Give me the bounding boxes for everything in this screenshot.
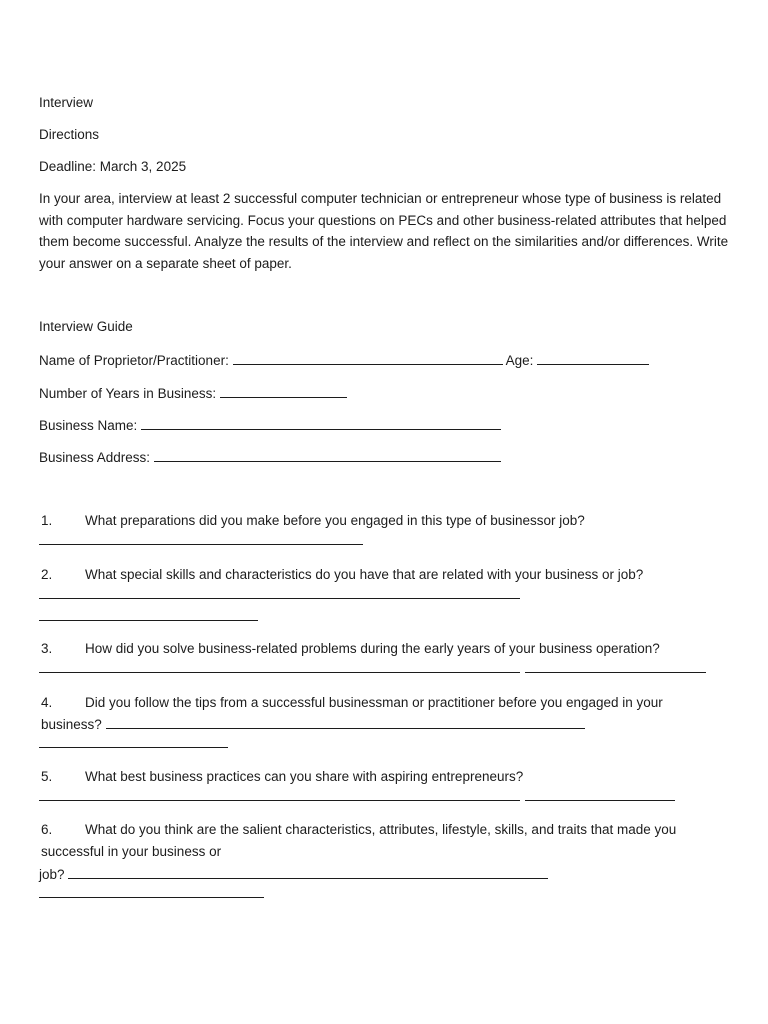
business-name-row	[39, 417, 501, 434]
question-number: 4.	[41, 695, 53, 710]
answer-line[interactable]	[106, 716, 585, 729]
business-address-field[interactable]	[154, 449, 501, 462]
age-label: Age:	[505, 353, 534, 368]
question-number: 3.	[41, 641, 53, 656]
question-6-continuation-2	[39, 866, 548, 883]
answer-line[interactable]	[39, 788, 675, 805]
business-address-label: Business Address:	[39, 450, 151, 465]
years-in-business-field[interactable]	[220, 385, 347, 398]
answer-line[interactable]	[39, 660, 706, 677]
proprietor-name-label: Name of Proprietor/Practitioner:	[39, 353, 229, 368]
answer-line[interactable]	[39, 735, 228, 752]
question-text: What do you think are the salient characteristics, attributes, lifestyle, skills, and traits that made you	[85, 822, 677, 837]
question-5	[41, 769, 523, 785]
business-name-label: Business Name:	[39, 418, 138, 433]
years-in-business-row	[39, 385, 347, 402]
question-6-continuation: successful in your business or	[41, 844, 222, 859]
question-text: What best business practices can you share with aspiring entrepreneurs?	[85, 769, 524, 784]
question-3	[41, 641, 660, 657]
document-title: Interview	[39, 95, 94, 110]
question-number: 1.	[41, 513, 53, 528]
question-number: 6.	[41, 822, 53, 837]
question-4	[41, 695, 663, 711]
answer-line[interactable]	[68, 866, 548, 879]
question-1	[41, 513, 585, 529]
proprietor-name-field[interactable]	[233, 352, 503, 365]
question-6	[41, 822, 676, 838]
years-in-business-label: Number of Years in Business:	[39, 386, 217, 401]
answer-line[interactable]	[39, 586, 520, 603]
question-text-continuation: job?	[39, 867, 65, 882]
answer-line[interactable]	[39, 532, 363, 549]
business-address-row	[39, 449, 501, 466]
answer-line[interactable]	[39, 608, 258, 625]
question-text: What preparations did you make before you engaged in this type of businessor job?	[85, 513, 585, 528]
question-text: How did you solve business-related problems during the early years of your business operation?	[85, 641, 660, 656]
directions-text: In your area, interview at least 2 successful computer technician or entrepreneur whose type of business is related with computer hardware servicing. Focus your questions on PECs and other business-related attributes that helped them become successful. Analyze the results of the interview and reflect on the similarities and/or differences. Write your answer on a separate sheet of paper.	[39, 191, 729, 271]
question-2	[41, 567, 643, 583]
question-number: 2.	[41, 567, 53, 582]
question-text-continuation: business?	[41, 717, 102, 732]
age-field[interactable]	[537, 352, 649, 365]
question-text: Did you follow the tips from a successful businessman or practitioner before you engaged in your	[85, 695, 663, 710]
answer-line[interactable]	[39, 885, 264, 902]
interview-guide-heading: Interview Guide	[39, 319, 133, 334]
business-name-field[interactable]	[141, 417, 501, 430]
question-number: 5.	[41, 769, 53, 784]
proprietor-name-row	[39, 352, 649, 369]
question-text: What special skills and characteristics do you have that are related with your business or job?	[85, 567, 644, 582]
question-4-continuation	[41, 716, 585, 733]
deadline: Deadline: March 3, 2025	[39, 159, 187, 174]
directions-label: Directions	[39, 127, 100, 142]
